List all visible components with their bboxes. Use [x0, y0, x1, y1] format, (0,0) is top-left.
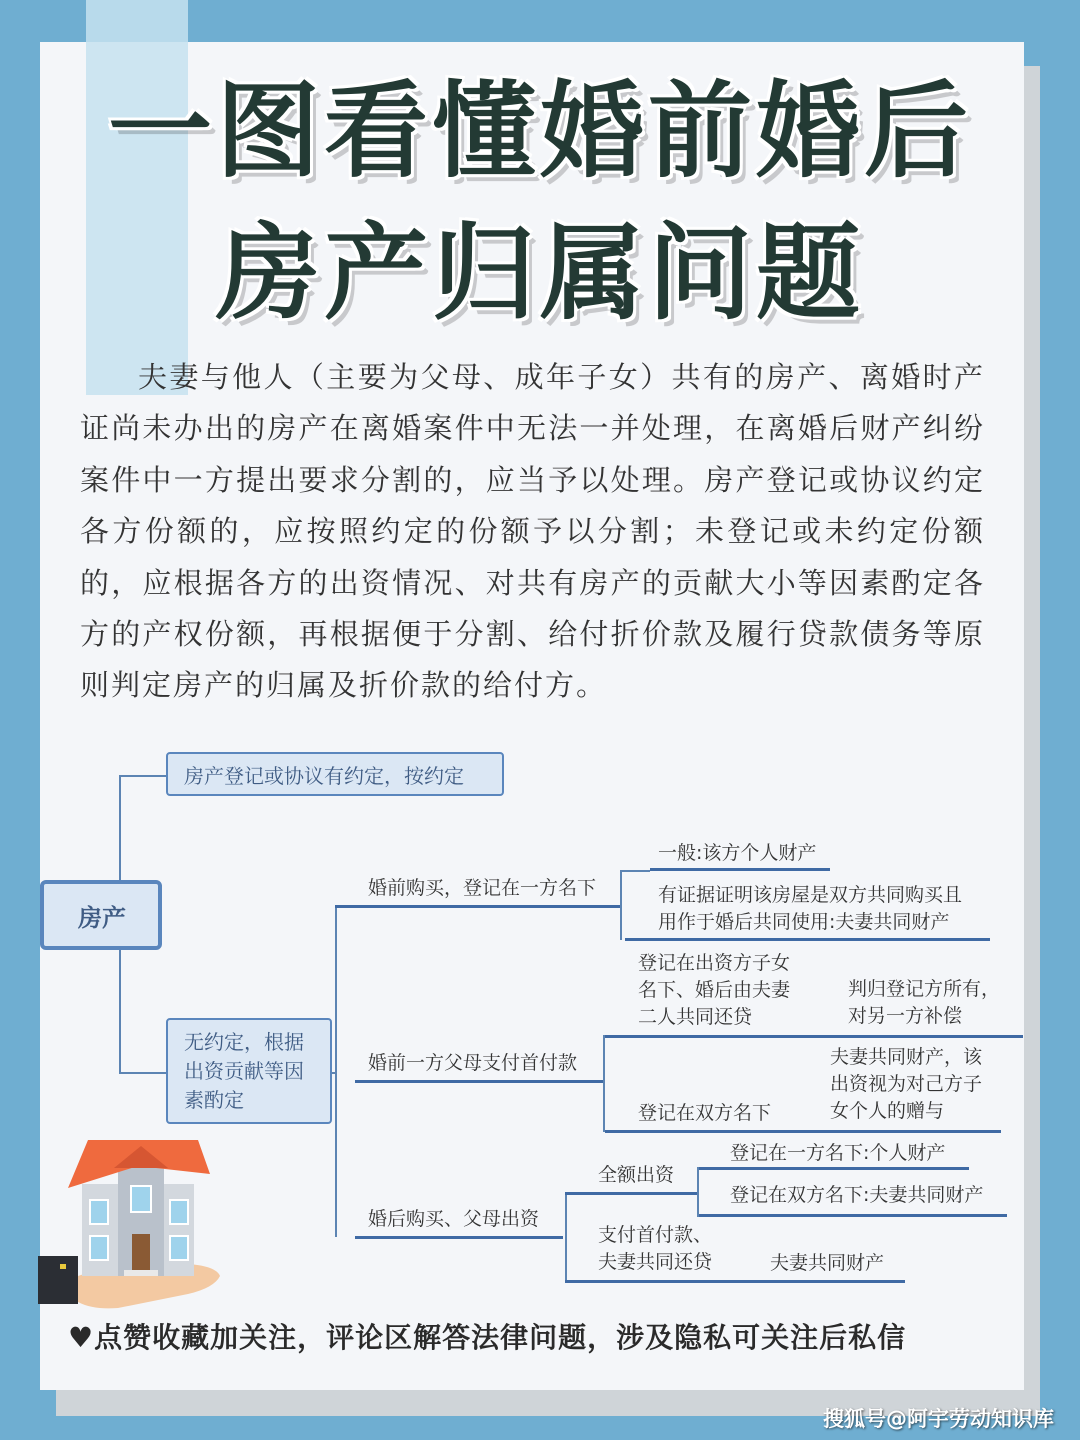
title-line-1: 一图看懂婚前婚后 [107, 69, 972, 192]
branch-parent-down-label: 婚前一方父母支付首付款 [368, 1052, 578, 1074]
house-in-hand-icon [38, 1138, 228, 1318]
agreed-node: 房产登记或协议有约定，按约定 [166, 752, 504, 796]
premarital-leaf-joint: 有证据证明该房屋是双方共同购买且用作于婚后共同使用:夫妻共同财产 [658, 884, 963, 933]
watermark: 搜狐号@阿宇劳动知识库 [823, 1407, 1054, 1431]
parent-down-sub2-result: 夫妻共同财产，该出资视为对己方子女个人的赠与 [830, 1046, 983, 1122]
postmarital-full: 全额出资 [598, 1164, 675, 1186]
postmarital-down-result: 夫妻共同财产 [770, 1252, 885, 1274]
parent-down-sub1-result: 判归登记方所有，对另一方补偿 [848, 978, 1001, 1027]
branch-postmarital-label: 婚后购买、父母出资 [368, 1208, 540, 1230]
premarital-leaf-personal: 一般:该方个人财产 [658, 842, 817, 864]
postmarital-full-leaf2: 登记在双方名下:夫妻共同财产 [730, 1184, 984, 1206]
root-node: 房产 [40, 880, 162, 950]
postmarital-full-leaf1: 登记在一方名下:个人财产 [730, 1142, 946, 1164]
no-agreement-node: 无约定，根据出资贡献等因素酌定 [166, 1018, 332, 1124]
parent-down-sub1: 登记在出资方子女名下、婚后由夫妻二人共同还贷 [638, 952, 791, 1028]
postmarital-down: 支付首付款、夫妻共同还贷 [598, 1224, 713, 1273]
intro-paragraph: 夫妻与他人（主要为父母、成年子女）共有的房产、离婚时产证尚未办出的房产在离婚案件中无法一并处理，在离婚后财产纠纷案件中一方提出要求分割的，应当予以处理。房产登记或协议约定各方份额的，应按照约定的份额予以分割；未登记或未约定份额的，应根据各方的出资情况、对共有房产的贡献大小等因素酌定各方的产权份额，再根据便于分割、给付折价款及履行贷款债务等原则判定房产的归属及折价款的给付方。 [80, 360, 985, 703]
parent-down-sub2: 登记在双方名下 [638, 1102, 772, 1124]
title-line-2: 房产归属问题 [215, 211, 864, 334]
branch-premarital-label: 婚前购买，登记在一方名下 [368, 877, 597, 899]
footer-cta: ♥点赞收藏加关注，评论区解答法律问题，涉及隐私可关注后私信 [68, 1321, 907, 1354]
